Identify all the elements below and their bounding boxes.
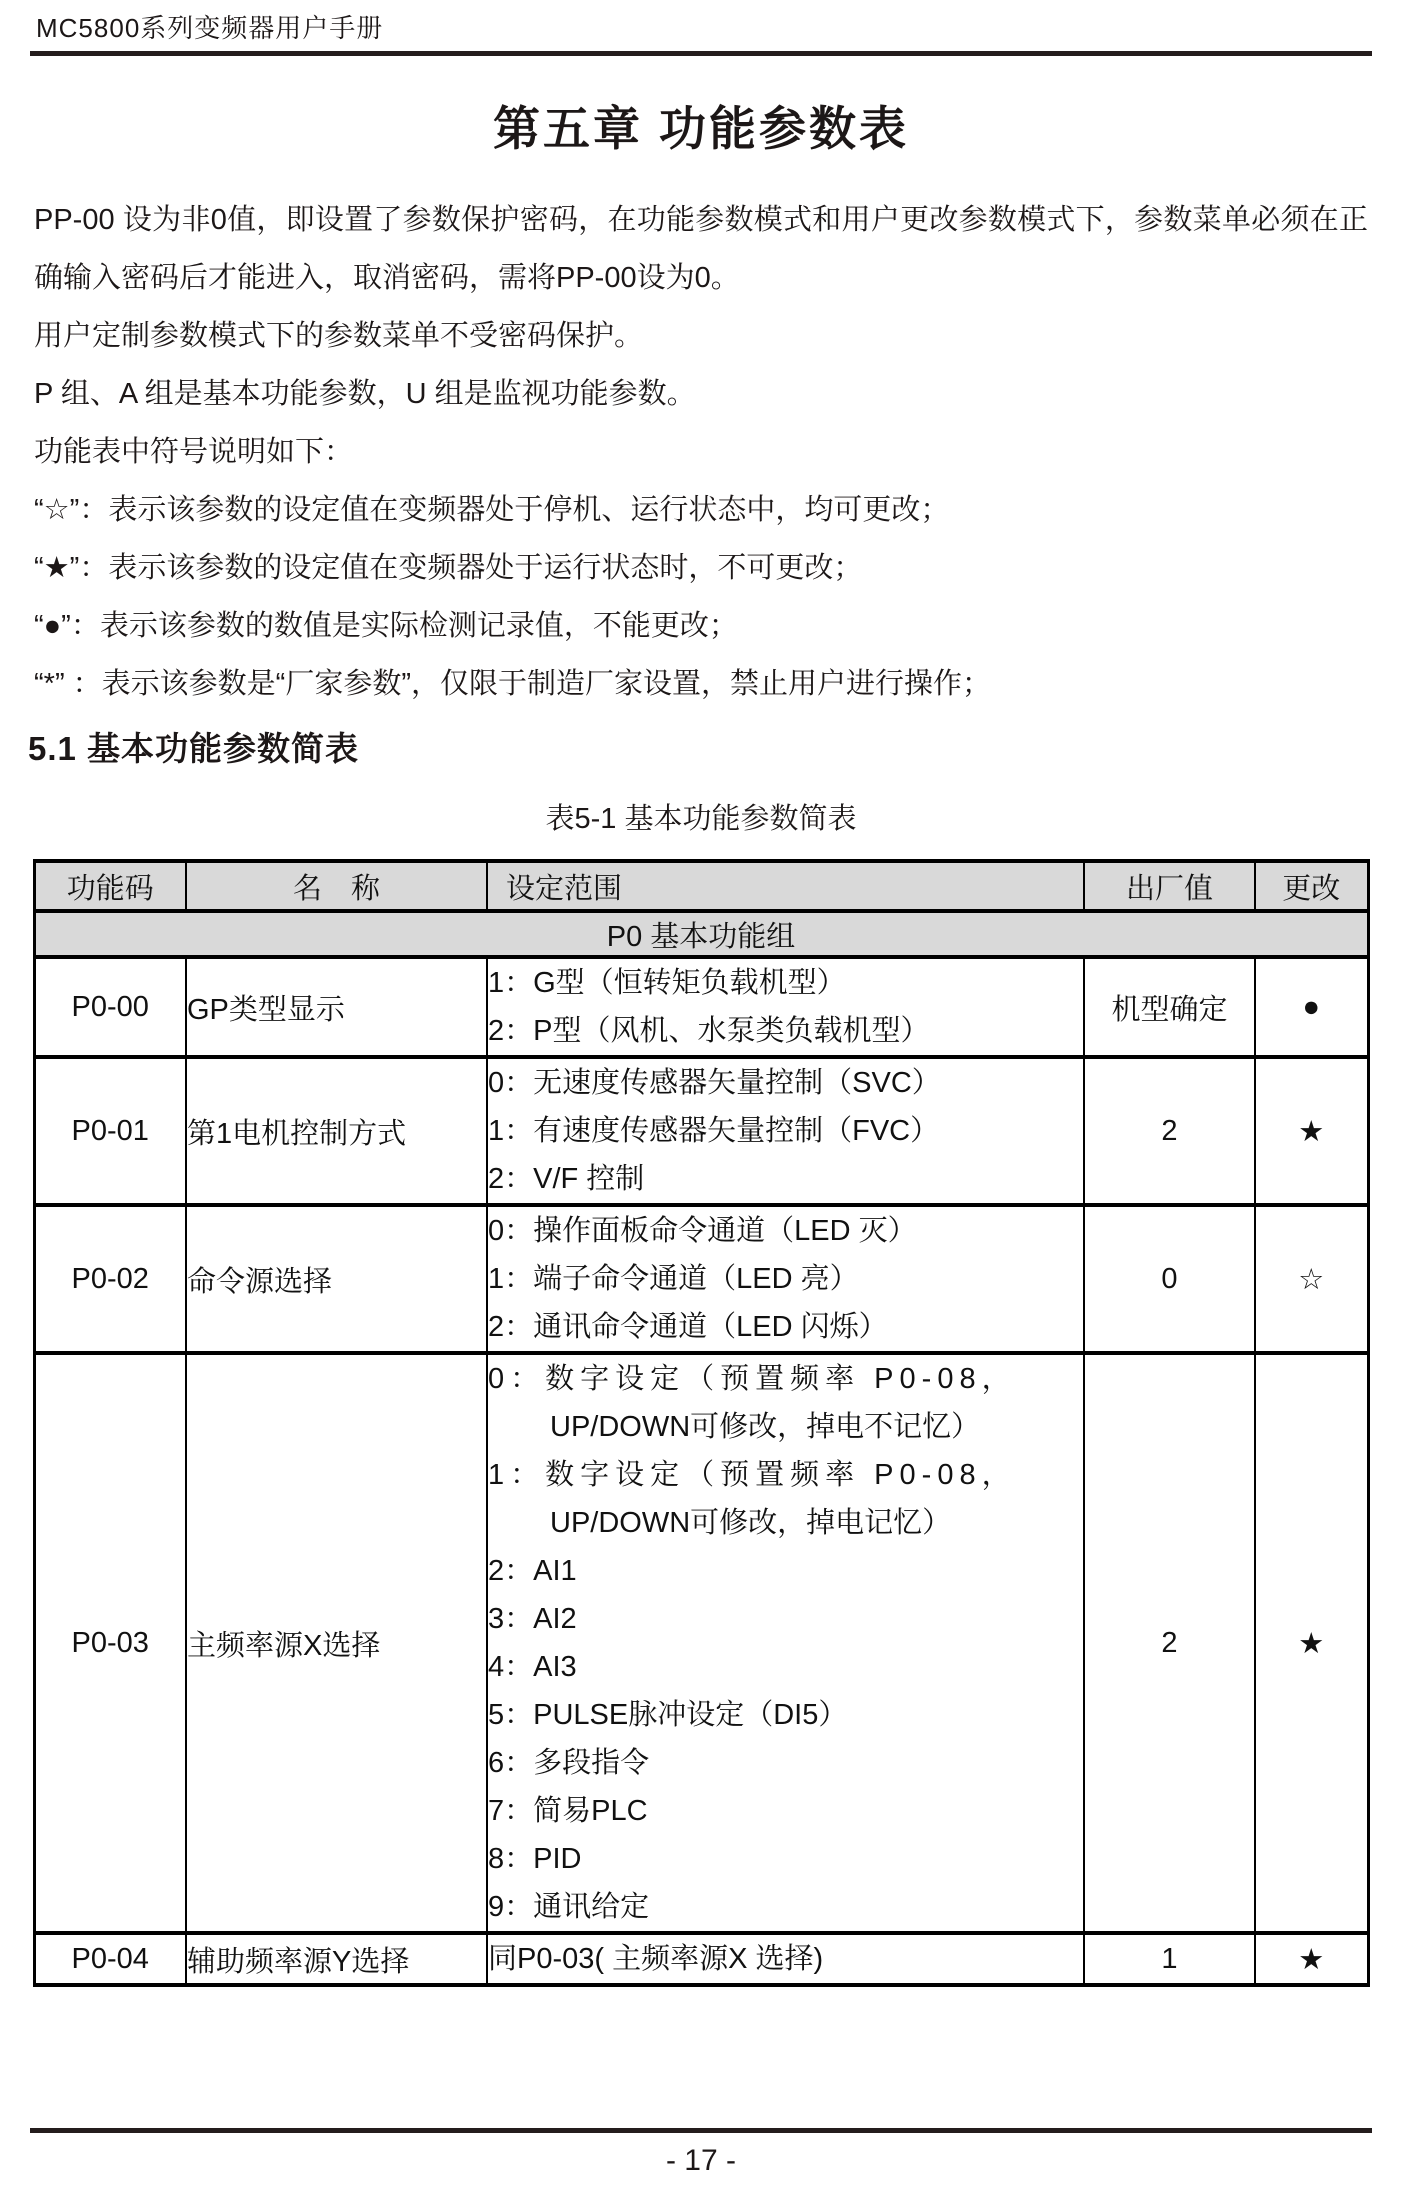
header-rule [30, 51, 1372, 56]
range-line: 1：有速度传感器矢量控制（FVC） [488, 1115, 940, 1147]
col-header-range: 设定范围 [487, 861, 1084, 911]
group-header-row [34, 911, 1368, 957]
footer-rule [30, 2128, 1372, 2133]
section-heading: 5.1 基本功能参数简表 [28, 730, 360, 767]
legend-star-open: “☆”：表示该参数的设定值在变频器处于停机、运行状态中，均可更改； [34, 494, 950, 526]
param-default: 机型确定 [1084, 957, 1255, 1057]
param-range [487, 1933, 1084, 1985]
table-header-row [34, 861, 1368, 911]
chapter-title: 第五章 功能参数表 [492, 102, 910, 155]
param-name: 辅助频率源Y选择 [186, 1933, 487, 1985]
range-line: 0：无速度传感器矢量控制（SVC） [488, 1067, 941, 1099]
range-line: 1：数字设定（预置频率 P0-08， [488, 1459, 1017, 1491]
range-line: 1：端子命令通道（LED 亮） [488, 1263, 859, 1295]
param-change-symbol: ★ [1255, 1353, 1368, 1933]
range-line: 3：AI2 [488, 1603, 577, 1635]
range-line: 4：AI3 [488, 1651, 577, 1683]
range-line: 2：V/F 控制 [488, 1163, 645, 1195]
param-range [487, 957, 1084, 1057]
param-change-symbol: ☆ [1255, 1205, 1368, 1353]
range-line: 0：操作面板命令通道（LED 灭） [488, 1215, 917, 1247]
table-row [34, 1057, 1368, 1205]
param-code: P0-01 [34, 1057, 186, 1205]
range-line: 2：P型（风机、水泵类负载机型） [488, 1015, 930, 1047]
col-header-name: 名 称 [186, 861, 487, 911]
col-header-code: 功能码 [34, 861, 186, 911]
legend-dot: “●”：表示该参数的数值是实际检测记录值，不能更改； [34, 610, 738, 642]
parameter-table [33, 859, 1370, 1987]
range-line: 2：AI1 [488, 1555, 577, 1587]
paragraph-groups: P 组、A 组是基本功能参数，U 组是监视功能参数。 [34, 378, 696, 410]
range-line: 0：数字设定（预置频率 P0-08， [488, 1363, 1017, 1395]
param-change-symbol: ● [1255, 957, 1368, 1057]
group-header-label: P0 基本功能组 [34, 911, 1368, 957]
param-range [487, 1205, 1084, 1353]
range-line: 9：通讯给定 [488, 1891, 650, 1923]
param-name: 主频率源X选择 [186, 1353, 487, 1933]
range-line: 7：简易PLC [488, 1795, 648, 1827]
param-code: P0-02 [34, 1205, 186, 1353]
col-header-default: 出厂值 [1084, 861, 1255, 911]
paragraph-symbols-intro: 功能表中符号说明如下： [34, 436, 354, 468]
param-code: P0-04 [34, 1933, 186, 1985]
range-line: 5：PULSE脉冲设定（DI5） [488, 1699, 848, 1731]
param-name: GP类型显示 [186, 957, 487, 1057]
param-name: 第1电机控制方式 [186, 1057, 487, 1205]
param-change-symbol: ★ [1255, 1933, 1368, 1985]
paragraph-user-custom: 用户定制参数模式下的参数菜单不受密码保护。 [34, 320, 644, 352]
table-row [34, 1353, 1368, 1933]
param-change-symbol: ★ [1255, 1057, 1368, 1205]
param-range [487, 1353, 1084, 1933]
range-line: 8：PID [488, 1843, 582, 1875]
table-row [34, 957, 1368, 1057]
range-line: UP/DOWN可修改，掉电不记忆） [550, 1411, 981, 1443]
document-header: MC5800系列变频器用户手册 [36, 13, 384, 43]
legend-star-filled: “★”：表示该参数的设定值在变频器处于运行状态时，不可更改； [34, 552, 863, 584]
range-line: 1：G型（恒转矩负载机型） [488, 967, 846, 999]
param-default: 2 [1084, 1057, 1255, 1205]
param-code: P0-03 [34, 1353, 186, 1933]
page-number: - 17 - [665, 2144, 737, 2177]
intro-text [34, 191, 1368, 713]
range-line: 同P0-03( 主频率源X 选择) [488, 1943, 824, 1975]
paragraph-password: PP-00 设为非0值，即设置了参数保护密码，在功能参数模式和用户更改参数模式下，参数菜单必须在正确输入密码后才能进入，取消密码，需将PP-00设为0。 [34, 204, 1368, 294]
param-code: P0-00 [34, 957, 186, 1057]
table-caption: 表5-1 基本功能参数简表 [545, 803, 857, 835]
range-line: 6：多段指令 [488, 1747, 650, 1779]
range-line: 2：通讯命令通道（LED 闪烁） [488, 1311, 888, 1343]
legend-asterisk: “*” ：表示该参数是“厂家参数”，仅限于制造厂家设置，禁止用户进行操作； [34, 668, 991, 700]
param-default: 0 [1084, 1205, 1255, 1353]
param-default: 2 [1084, 1353, 1255, 1933]
table-row [34, 1933, 1368, 1985]
param-range [487, 1057, 1084, 1205]
col-header-change: 更改 [1255, 861, 1368, 911]
table-row [34, 1205, 1368, 1353]
param-name: 命令源选择 [186, 1205, 487, 1353]
param-default: 1 [1084, 1933, 1255, 1985]
range-line: UP/DOWN可修改，掉电记忆） [550, 1507, 952, 1539]
